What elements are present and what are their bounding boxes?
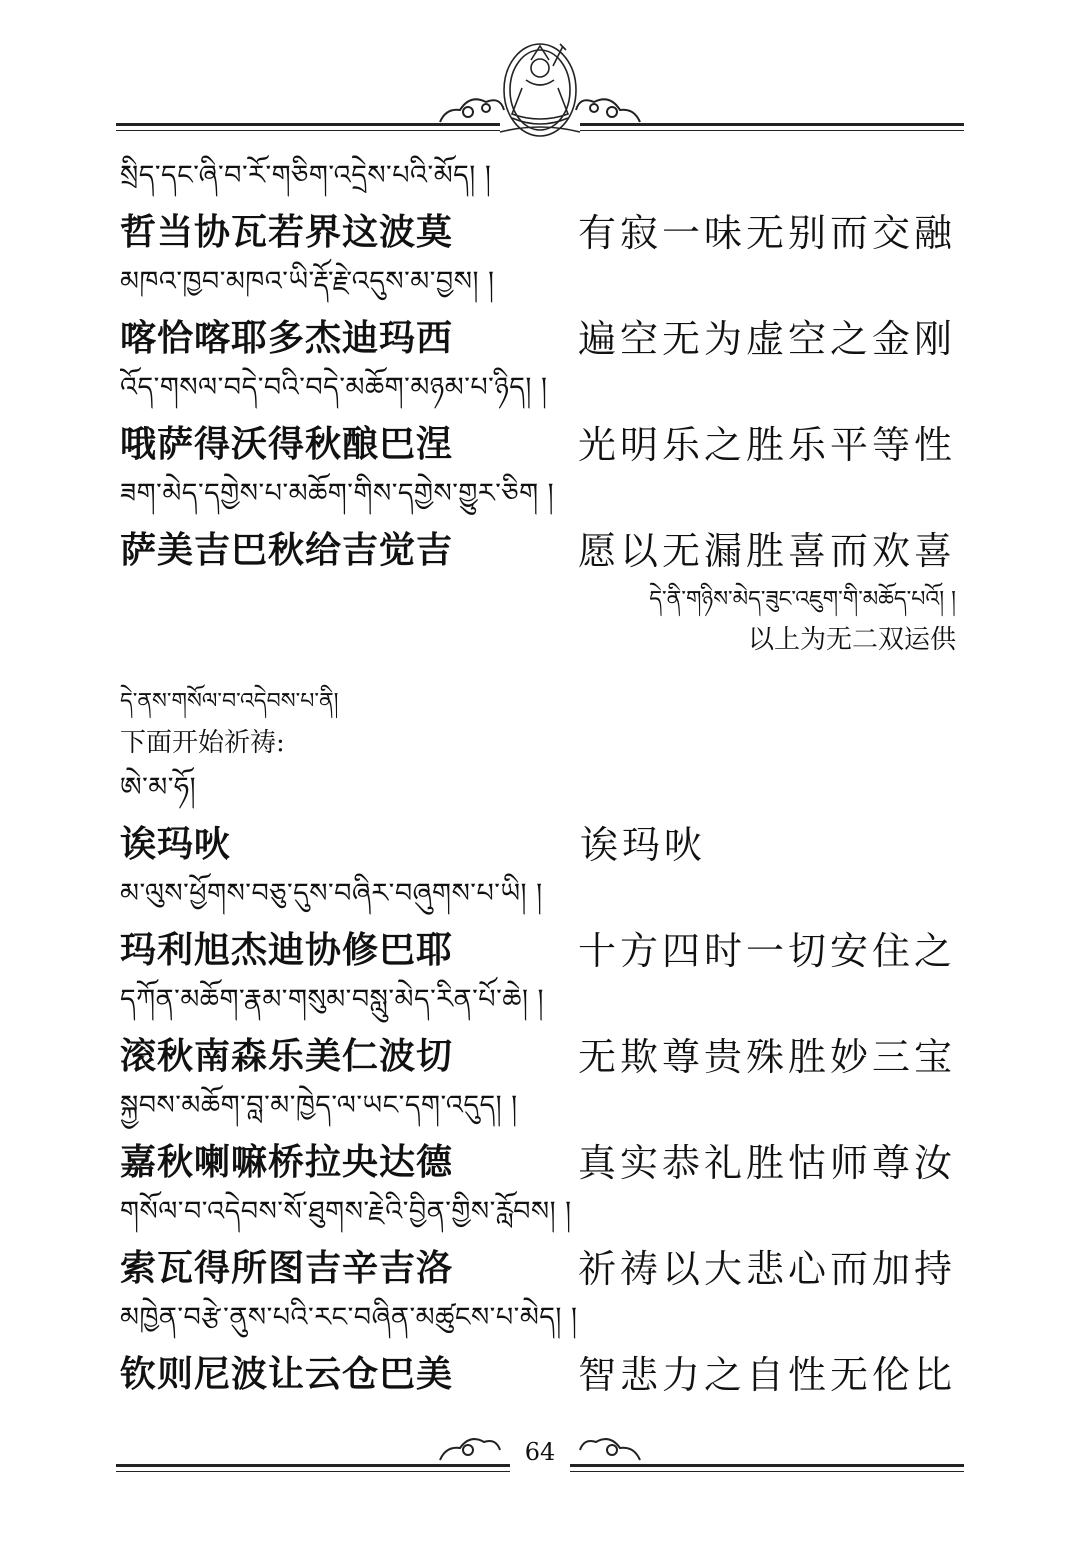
chinese-translation: 遍空无为虚空之金刚 xyxy=(577,316,956,361)
chinese-transliteration: 玛利旭杰迪协修巴耶 xyxy=(120,929,454,971)
verse-block-3 xyxy=(120,364,956,470)
chinese-translation: 无欺尊贵殊胜妙三宝 xyxy=(577,1034,956,1079)
prayer-intro-tibetan: དེ་ནས་གསོལ་བ་འདེབས་པ་ནི། xyxy=(120,689,339,714)
verse-row xyxy=(120,1130,956,1188)
tibetan-line: དཀོན་མཆོག་རྣམ་གསུམ་བསླུ་མེད་རིན་པོ་ཆེ། ། xyxy=(120,984,545,1015)
tibetan-line: ཨེ་མ་ཧོ། xyxy=(120,772,197,803)
tibetan-line: སྐྱབས་མཆོག་བླ་མ་ཁྱེད་ལ་ཡང་དག་འདུད། ། xyxy=(120,1090,518,1121)
chinese-transliteration: 喀恰喀耶多杰迪玛西 xyxy=(120,317,454,359)
chinese-transliteration: 哲当协瓦若界这波莫 xyxy=(120,211,454,253)
header-ornament xyxy=(0,0,1080,150)
verse-block-5 xyxy=(120,764,956,870)
chinese-translation: 有寂一味无别而交融 xyxy=(577,210,956,255)
tibetan-line: མཁྱེན་བརྩེ་ནུས་པའི་རང་བཞིན་མཚུངས་པ་མེད། ། xyxy=(120,1302,578,1333)
tibetan-line: མཁའ་ཁྱབ་མཁའ་ཡི་རྡོ་རྗེ་འདུས་མ་བྱས། ། xyxy=(120,266,495,297)
page-footer xyxy=(0,1420,1080,1490)
tibetan-line: གསོལ་བ་འདེབས་སོ་ཐུགས་རྗེའི་བྱིན་གྱིས་རློབས། ། xyxy=(120,1196,572,1227)
verse-row xyxy=(120,412,956,470)
chinese-translation: 光明乐之胜乐平等性 xyxy=(577,422,956,467)
verse-block-8 xyxy=(120,1082,956,1188)
cloud-left-icon xyxy=(440,99,504,122)
chinese-translation: 真实恭礼胜怙师尊汝 xyxy=(577,1140,956,1185)
verse-block-6 xyxy=(120,870,956,976)
section-note-chinese: 以上为无二双运供 xyxy=(747,625,956,655)
section-note xyxy=(120,580,956,660)
verse-block-7 xyxy=(120,976,956,1082)
verse-block-1 xyxy=(120,152,956,258)
verse-row xyxy=(120,200,956,258)
prayer-intro xyxy=(120,682,956,764)
chinese-transliteration: 哦萨得沃得秋酿巴涅 xyxy=(120,423,454,465)
page-header xyxy=(0,0,1080,150)
verse-row xyxy=(120,518,956,576)
chinese-transliteration: 钦则尼波让云仓巴美 xyxy=(120,1353,454,1395)
tibetan-line: འོད་གསལ་བདེ་བའི་བདེ་མཆོག་མཉམ་པ་ཉིད། ། xyxy=(120,372,548,403)
cloud-right-icon xyxy=(576,99,640,122)
chinese-transliteration: 滚秋南森乐美仁波切 xyxy=(120,1035,454,1077)
verse-row xyxy=(120,306,956,364)
chinese-translation: 祈祷以大悲心而加持 xyxy=(577,1246,956,1291)
page-content xyxy=(120,152,956,1400)
chinese-transliteration: 诶玛吙 xyxy=(120,823,232,865)
tibetan-line: སྲིད་དང་ཞི་བ་རོ་གཅིག་འདྲེས་པའི་མོད། ། xyxy=(120,160,492,191)
tibetan-line: ཟག་མེད་དགྱེས་པ་མཆོག་གིས་དགྱེས་གྱུར་ཅིག ། xyxy=(120,478,555,509)
verse-block-4 xyxy=(120,470,956,576)
chinese-translation: 智悲力之自性无伦比 xyxy=(577,1352,956,1397)
verse-row xyxy=(120,812,956,870)
verse-row xyxy=(120,1236,956,1294)
chinese-translation: 诶玛吙 xyxy=(579,822,706,867)
verse-block-9 xyxy=(120,1188,956,1294)
verse-row xyxy=(120,1024,956,1082)
page-number: 64 xyxy=(524,1438,556,1466)
verse-block-10 xyxy=(120,1294,956,1400)
verse-row xyxy=(120,1342,956,1400)
tibetan-line: མ་ལུས་ཕྱོགས་བཅུ་དུས་བཞིར་བཞུགས་པ་ཡི། ། xyxy=(120,878,543,909)
chinese-transliteration: 萨美吉巴秋给吉觉吉 xyxy=(120,529,454,571)
verse-block-2 xyxy=(120,258,956,364)
chinese-translation: 十方四时一切安住之 xyxy=(577,928,956,973)
verse-row xyxy=(120,918,956,976)
chinese-transliteration: 索瓦得所图吉辛吉洛 xyxy=(120,1247,454,1289)
section-note-tibetan: དེ་ནི་གཉིས་མེད་ཟུང་འཇུག་གི་མཆོད་པའོ། ། xyxy=(649,587,956,612)
prayer-intro-chinese: 下面开始祈祷: xyxy=(120,728,285,758)
deity-figure-icon xyxy=(500,44,580,136)
chinese-transliteration: 嘉秋喇嘛桥拉央达德 xyxy=(120,1141,454,1183)
chinese-translation: 愿以无漏胜喜而欢喜 xyxy=(577,528,956,573)
